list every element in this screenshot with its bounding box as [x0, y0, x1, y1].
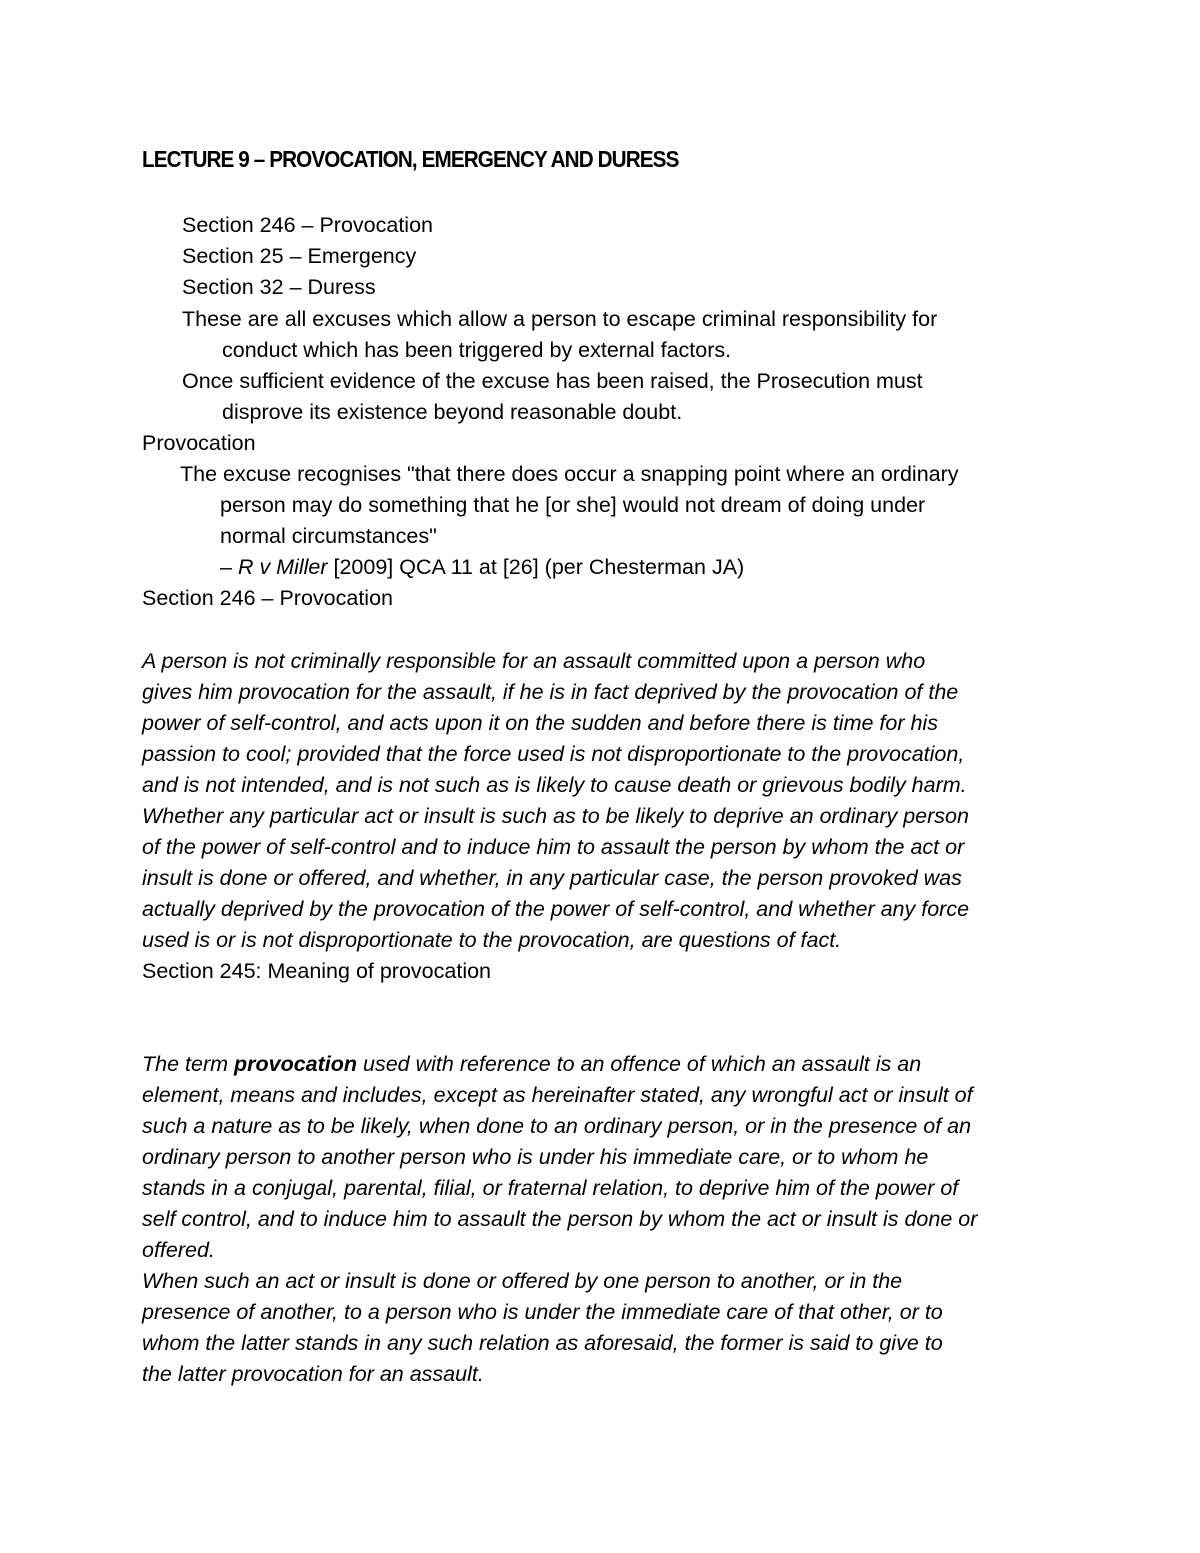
prosecution-paragraph-line: disprove its existence beyond reasonable doubt. [222, 400, 683, 424]
section245-text-line: self control, and to induce him to assault the person by whom the act or insult is done or [142, 1207, 978, 1231]
section245-text-line: presence of another, to a person who is under the immediate care of that other, or to [142, 1300, 943, 1324]
section-list-item: Section 32 – Duress [182, 275, 376, 299]
page-title: LECTURE 9 – PROVOCATION, EMERGENCY AND DURESS [142, 146, 679, 172]
section-list-item: Section 25 – Emergency [182, 244, 417, 268]
quote-line: person may do something that he [or she] would not dream of doing under [220, 493, 926, 517]
citation-case-name: R v Miller [237, 555, 328, 579]
section246-text-line: power of self-control, and acts upon it on the sudden and before there is time for his [142, 711, 938, 735]
section246-heading: Section 246 – Provocation [142, 586, 393, 610]
section245-text-line: ordinary person to another person who is under his immediate care, or to whom he [142, 1145, 929, 1169]
section245-text-line: such a nature as to be likely, when done to an ordinary person, or in the presence of an [142, 1114, 972, 1138]
section246-text-line: Whether any particular act or insult is such as to be likely to deprive an ordinary person [142, 804, 969, 828]
quote-citation [220, 554, 744, 580]
section245-text-before: The term [142, 1052, 234, 1076]
section246-text-line: insult is done or offered, and whether, in any particular case, the person provoked was [142, 866, 962, 890]
section246-text-line: actually deprived by the provocation of the power of self-control, and whether any force [142, 897, 970, 921]
prosecution-paragraph-line: Once sufficient evidence of the excuse has been raised, the Prosecution must [182, 369, 923, 393]
section245-text-line: the latter provocation for an assault. [142, 1362, 484, 1386]
section-list-item: Section 246 – Provocation [182, 213, 433, 237]
section245-text-line: stands in a conjugal, parental, filial, or fraternal relation, to deprive him of the power of [142, 1176, 959, 1200]
section246-text-line: and is not intended, and is not such as is likely to cause death or grievous bodily harm. [142, 773, 967, 797]
section245-text-line: element, means and includes, except as hereinafter stated, any wrongful act or insult of [142, 1083, 973, 1107]
citation-reference: [2009] QCA 11 at [26] (per Chesterman JA) [327, 555, 745, 579]
citation-dash: – [220, 555, 238, 579]
section245-text-line [142, 1051, 921, 1077]
section246-text-line: used is or is not disproportionate to the provocation, are questions of fact. [142, 928, 842, 952]
section246-text-line: gives him provocation for the assault, if he is in fact deprived by the provocation of the [142, 680, 959, 704]
section245-text-after: used with reference to an offence of which an assault is an [357, 1052, 922, 1076]
section245-text-line: offered. [142, 1238, 215, 1262]
excuses-paragraph-line: conduct which has been triggered by external factors. [222, 338, 732, 362]
section246-text-line: A person is not criminally responsible for an assault committed upon a person who [142, 649, 926, 673]
section245-heading: Section 245: Meaning of provocation [142, 959, 492, 983]
provocation-heading: Provocation [142, 431, 256, 455]
section246-text-line: passion to cool; provided that the force used is not disproportionate to the provocation, [142, 742, 965, 766]
section245-text-line: When such an act or insult is done or offered by one person to another, or in the [142, 1269, 903, 1293]
section246-text-line: of the power of self-control and to induce him to assault the person by whom the act or [142, 835, 965, 859]
quote-line: normal circumstances" [220, 524, 437, 548]
provocation-term: provocation [234, 1052, 358, 1076]
quote-line: The excuse recognises "that there does occur a snapping point where an ordinary [180, 462, 959, 486]
section245-text-line: whom the latter stands in any such relation as aforesaid, the former is said to give to [142, 1331, 943, 1355]
excuses-paragraph-line: These are all excuses which allow a person to escape criminal responsibility for [182, 307, 938, 331]
